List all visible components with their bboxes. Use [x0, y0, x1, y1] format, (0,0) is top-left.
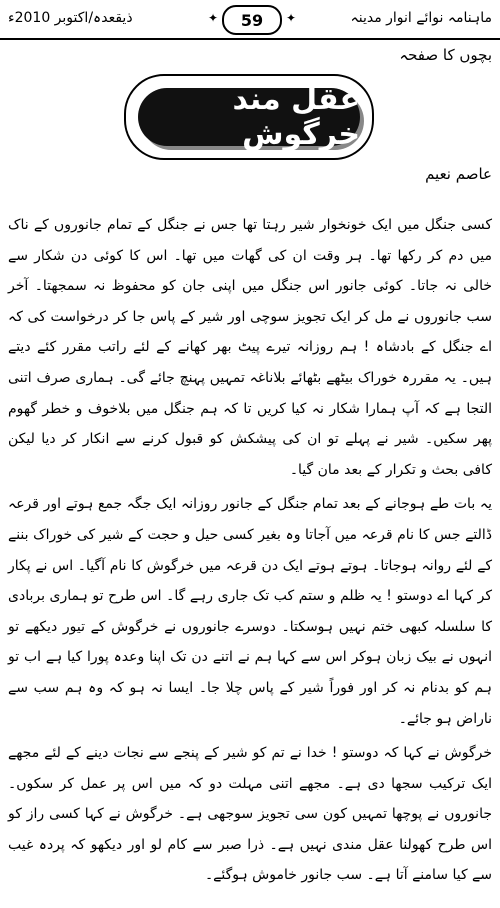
- page-header: [0, 0, 500, 40]
- paragraph: یہ بات طے ہوجانے کے بعد تمام جنگل کے جانور روزانہ ایک جگہ جمع ہوتے اور قرعہ ڈالتے جس کا نام قرعہ میں آجاتا وہ بغیر کسی حیل و حجت کے شیر کی خوراک بننے کے لئے روانہ ہوجاتا۔ ہوتے ہوتے ایک دن قرعہ میں خرگوش کا نام آگیا۔ اس نے پکار کر کہا اے دوستو ! یہ ظلم و ستم کب تک جاری رہے گا۔ اس طرح تو ہماری بربادی کا سلسلہ کبھی ختم نہیں ہوسکتا۔ دوسرے جانوروں نے خرگوش کے تیور دیکھے تو انہوں نے بیک زبان ہوکر اس سے کہا ہم نے اتنے دن تک اپنا وعدہ پورا کیا ہے اب تو ہم کو بدنام نہ کر اور فوراً شیر کے پاس چلا جا۔ ایسا نہ ہو کہ وہ ہم سب سے ناراض ہو جائے۔: [8, 496, 492, 727]
- section-label: بچوں کا صفحہ: [399, 46, 492, 64]
- author-name: عاصم نعیم: [425, 165, 492, 183]
- article-title: عقل مند خرگوش: [232, 82, 360, 152]
- article-title-banner: [138, 82, 360, 152]
- paragraph: کسی جنگل میں ایک خونخوار شیر رہتا تھا جس نے جنگل کے تمام جانوروں کے ناک میں دم کر رکھا تھا۔ ہر وقت ان کی گھات میں تھا۔ اس کا کوئی دن شکار سے خالی نہ جاتا۔ کوئی جانور اس جنگل میں اپنی جان کو محفوظ نہ سمجھتا۔ آخر سب جانوروں نے مل کر ایک تجویز سوچی اور شیر کے پاس جا کر درخواست کی کہ اے جنگل کے بادشاہ ! ہم روزانہ تیرے پیٹ بھر کھانے کے لئے راتب مقرر کئے دیتے ہیں۔ یہ مقررہ خوراک بیٹھے بٹھائے بلاناغہ تمہیں پہنچ جائے گی۔ ہماری صرف اتنی التجا ہے کہ آپ ہمارا شکار نہ کیا کریں تا کہ ہم جنگل میں بلاخوف و خطر گھوم پھر سکیں۔ شیر نے پہلے تو ان کی پیشکش کو قبول کرنے سے انکار کر دیا لیکن کافی بحث و تکرار کے بعد مان گیا۔: [8, 217, 492, 478]
- paragraph: خرگوش نے کہا کہ دوستو ! خدا نے تم کو شیر کے پنجے سے نجات دینے کے لئے مجھے ایک ترکیب سجھا دی ہے۔ مجھے اتنی مہلت دو کہ میں اس پر عمل کر سکوں۔ جانوروں نے پوچھا تمہیں کون سی تجویز سوجھی ہے۔ خرگوش نے کہا کسی راز کو اس طرح کھولنا عقل مندی نہیں ہے۔ ذرا صبر سے کام لو اور دیکھو کہ پردہ غیب سے کیا سامنے آتا ہے۔ سب جانور خاموش ہوگئے۔: [8, 745, 492, 884]
- article-body: [8, 210, 492, 895]
- page-number: ✦ 59: [240, 10, 264, 30]
- issue-date: ذیقعدہ/اکتوبر 2010ء: [8, 10, 133, 26]
- page-number-badge: [222, 5, 282, 35]
- magazine-name: ماہنامہ نوائے انوار مدینہ: [350, 10, 492, 26]
